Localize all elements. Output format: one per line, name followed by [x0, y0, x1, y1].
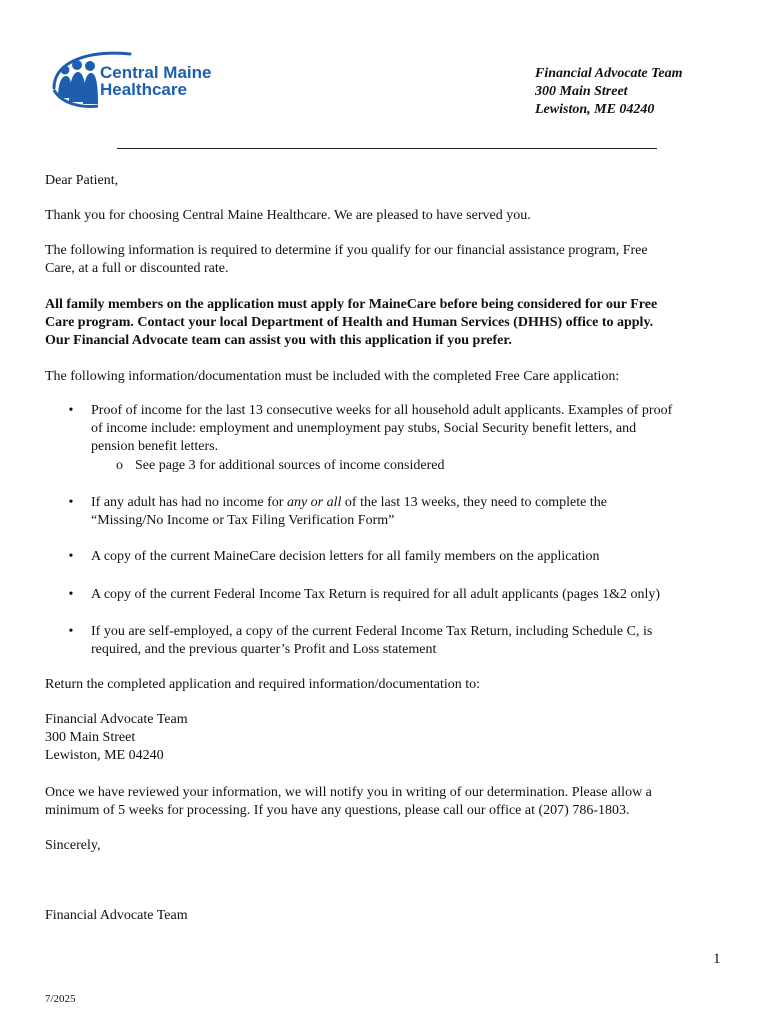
header-address	[535, 65, 683, 119]
bullet-marker: •	[68, 495, 74, 510]
list-item-text: of the last 13 weeks, they need to complete the	[341, 495, 607, 510]
sincerely	[45, 837, 735, 855]
list-item-line: If you are self-employed, a copy of the current Federal Income Tax Return, including Schedule C, is	[91, 624, 653, 639]
salutation-text: Dear Patient,	[45, 173, 119, 188]
return-address-line: 300 Main Street	[45, 730, 136, 745]
return-address-line: Financial Advocate Team	[45, 712, 188, 727]
central-maine-healthcare-logo	[52, 48, 232, 110]
list-intro	[45, 368, 735, 386]
sub-list-item-text: See page 3 for additional sources of income considered	[135, 458, 445, 473]
list-intro-text: The following information/documentation must be included with the completed Free Care application:	[45, 369, 620, 384]
page-number: 1	[713, 951, 721, 967]
header-address-line2: 300 Main Street	[535, 84, 628, 99]
header-divider	[117, 148, 657, 149]
mainecare-notice	[45, 296, 735, 350]
list-item-line: “Missing/No Income or Tax Filing Verification Form”	[91, 513, 395, 528]
info-paragraph	[45, 242, 735, 278]
return-address-line: Lewiston, ME 04240	[45, 748, 164, 763]
notice-line: Care program. Contact your local Department of Health and Human Services (DHHS) office to apply.	[45, 315, 654, 330]
signature	[45, 907, 735, 925]
list-item-line: pension benefit letters.	[91, 439, 219, 454]
sub-bullet-marker: o	[116, 458, 123, 473]
list-item-line: A copy of the current MaineCare decision letters for all family members on the application	[91, 549, 600, 564]
document-date: 7/2025	[45, 993, 76, 1005]
return-intro-text: Return the completed application and required information/documentation to:	[45, 677, 481, 692]
bullet-marker: •	[68, 403, 74, 418]
list-item-line: Proof of income for the last 13 consecutive weeks for all household adult applicants. Examples of proof	[91, 403, 673, 418]
list-item-line: of income include: employment and unemployment pay stubs, Social Security benefit letters, and	[91, 421, 637, 436]
sincerely-text: Sincerely,	[45, 838, 101, 853]
bullet-marker: •	[68, 587, 74, 602]
thanks-paragraph	[45, 207, 735, 225]
bullet-marker: •	[68, 624, 74, 639]
closing-paragraph	[45, 784, 735, 820]
info-line: Care, at a full or discounted rate.	[45, 261, 229, 276]
signature-text: Financial Advocate Team	[45, 908, 188, 923]
bullet-marker: •	[68, 549, 74, 564]
header-address-line1: Financial Advocate Team	[535, 66, 683, 81]
thanks-text: Thank you for choosing Central Maine Healthcare. We are pleased to have served you.	[45, 208, 531, 223]
return-address	[45, 711, 735, 765]
list-item-text: If any adult has had no income for	[91, 495, 287, 510]
list-item-emphasis: any or all	[286, 495, 342, 510]
info-line: The following information is required to determine if you qualify for our financial assistance program, Free	[45, 243, 648, 258]
notice-line: All family members on the application must apply for MaineCare before being considered for our Free	[45, 297, 658, 312]
salutation	[45, 172, 735, 190]
return-intro	[45, 676, 735, 694]
logo-graphic	[52, 48, 232, 110]
list-item-line: required, and the previous quarter’s Profit and Loss statement	[91, 642, 437, 657]
list-item-line	[91, 494, 731, 512]
notice-line: Our Financial Advocate team can assist you with this application if you prefer.	[45, 333, 512, 348]
logo-text-line2: Healthcare	[100, 80, 187, 99]
closing-line: Once we have reviewed your information, we will notify you in writing of our determination. Please allow a	[45, 785, 652, 800]
list-item-line: A copy of the current Federal Income Tax Return is required for all adult applicants (pages 1&2 only)	[91, 587, 661, 602]
logo-text-line1: Central Maine	[100, 63, 212, 82]
closing-line: minimum of 5 weeks for processing. If you have any questions, please call our office at (207) 786-1803.	[45, 803, 630, 818]
header-address-line3: Lewiston, ME 04240	[535, 102, 655, 117]
